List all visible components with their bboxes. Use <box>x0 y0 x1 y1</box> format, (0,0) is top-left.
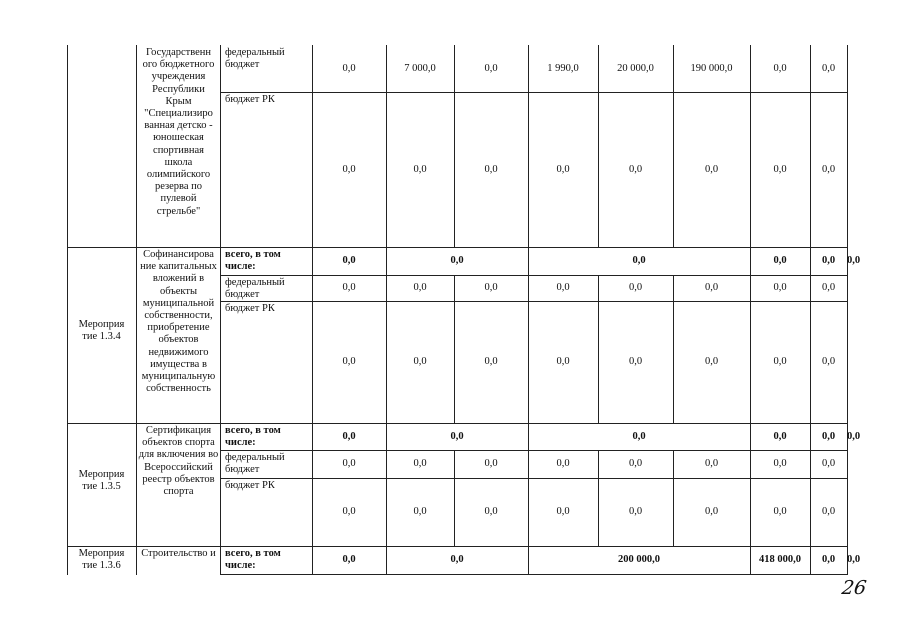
value-cell: 0,0 <box>773 163 787 175</box>
measure-label: Мероприя тие 1.3.6 <box>78 548 125 572</box>
value-cell: 0,0 <box>342 282 356 293</box>
value-cell: 0,0 <box>628 163 643 175</box>
value-cell: 0,0 <box>773 458 787 469</box>
value-cell: 0,0 <box>342 62 356 74</box>
value-cell: 0,0 <box>628 506 643 517</box>
value-cell: 0,0 <box>484 458 498 469</box>
value-cell: 0,0 <box>484 163 498 175</box>
funding-source-label: бюджет РК <box>225 303 275 314</box>
value-cell: 0,0 <box>773 62 787 74</box>
value-cell: 0,0 <box>484 282 498 293</box>
activity-description: Софинансирова ние капитальных вложений в объекты муниципальной собственности, приобретение объектов недвижимого имущества в муниципальную собственность <box>140 249 217 395</box>
funding-source-label: федеральный бюджет <box>225 277 285 301</box>
value-cell: 0,0 <box>773 255 787 266</box>
value-cell: 0,0 <box>342 506 356 517</box>
value-cell: 7 000,0 <box>404 62 436 74</box>
value-cell: 0,0 <box>450 554 464 565</box>
activity-description: Сертификация объектов спорта для включения во Всероссийский реестр объектов спорта <box>138 425 219 498</box>
value-cell: 0,0 <box>704 458 719 469</box>
value-cell: 0,0 <box>450 255 464 266</box>
value-cell: 0,0 <box>847 554 861 565</box>
value-cell: 0,0 <box>556 282 570 293</box>
value-cell: 200 000,0 <box>618 554 660 565</box>
page-number: 26 <box>840 577 868 599</box>
value-cell: 0,0 <box>413 506 427 517</box>
value-cell: 0,0 <box>342 458 356 469</box>
value-cell: 0,0 <box>821 506 836 517</box>
value-cell: 0,0 <box>773 282 787 293</box>
funding-source-label: всего, в том числе: <box>225 548 281 572</box>
value-cell: 0,0 <box>847 255 861 266</box>
value-cell: 0,0 <box>342 163 356 175</box>
value-cell: 0,0 <box>821 458 836 469</box>
activity-description: Строительство и <box>141 548 216 559</box>
funding-source-label: бюджет РК <box>225 480 275 491</box>
funding-source-label: федеральный бюджет <box>225 47 285 71</box>
value-cell: 1 990,0 <box>547 62 579 74</box>
value-cell: 0,0 <box>773 356 787 367</box>
value-cell: 0,0 <box>484 356 498 367</box>
value-cell: 0,0 <box>847 430 861 442</box>
funding-source-label: бюджет РК <box>225 94 275 105</box>
value-cell: 0,0 <box>628 356 643 367</box>
value-cell: 0,0 <box>821 282 836 293</box>
value-cell: 0,0 <box>556 458 570 469</box>
value-cell: 190 000,0 <box>690 62 733 74</box>
measure-label: Мероприя тие 1.3.4 <box>78 319 125 343</box>
value-cell: 0,0 <box>821 255 836 266</box>
value-cell: 0,0 <box>628 458 643 469</box>
value-cell: 0,0 <box>556 356 570 367</box>
value-cell: 0,0 <box>413 458 427 469</box>
funding-source-label: всего, в том числе: <box>225 249 281 273</box>
value-cell: 0,0 <box>632 430 646 442</box>
value-cell: 20 000,0 <box>617 62 654 74</box>
value-cell: 0,0 <box>484 506 498 517</box>
funding-source-label: всего, в том числе: <box>225 425 281 449</box>
value-cell: 0,0 <box>556 506 570 517</box>
measure-label: Мероприя тие 1.3.5 <box>78 469 125 493</box>
value-cell: 0,0 <box>821 554 836 565</box>
value-cell: 0,0 <box>556 163 570 175</box>
value-cell: 0,0 <box>484 62 498 74</box>
value-cell: 0,0 <box>821 356 836 367</box>
budget-table <box>67 45 861 575</box>
value-cell: 0,0 <box>632 255 646 266</box>
value-cell: 0,0 <box>450 430 464 442</box>
value-cell: 0,0 <box>342 255 356 266</box>
funding-source-label: федеральный бюджет <box>225 452 285 476</box>
value-cell: 0,0 <box>342 356 356 367</box>
value-cell: 0,0 <box>413 356 427 367</box>
value-cell: 0,0 <box>704 282 719 293</box>
value-cell: 0,0 <box>704 163 719 175</box>
value-cell: 0,0 <box>342 430 356 442</box>
value-cell: 0,0 <box>704 506 719 517</box>
value-cell: 0,0 <box>628 282 643 293</box>
value-cell: 0,0 <box>821 62 836 74</box>
value-cell: 0,0 <box>413 282 427 293</box>
value-cell: 0,0 <box>773 430 787 442</box>
value-cell: 0,0 <box>821 430 836 442</box>
value-cell: 0,0 <box>773 506 787 517</box>
value-cell: 0,0 <box>821 163 836 175</box>
value-cell: 0,0 <box>704 356 719 367</box>
value-cell: 0,0 <box>342 554 356 565</box>
value-cell: 418 000,0 <box>759 554 801 565</box>
value-cell: 0,0 <box>413 163 427 175</box>
activity-description: Государственн ого бюджетного учреждения Республики Крым "Специализиро ванная детско - юношеская спортивная школа олимпийского резерва по пулевой стрельбе" <box>142 47 215 217</box>
